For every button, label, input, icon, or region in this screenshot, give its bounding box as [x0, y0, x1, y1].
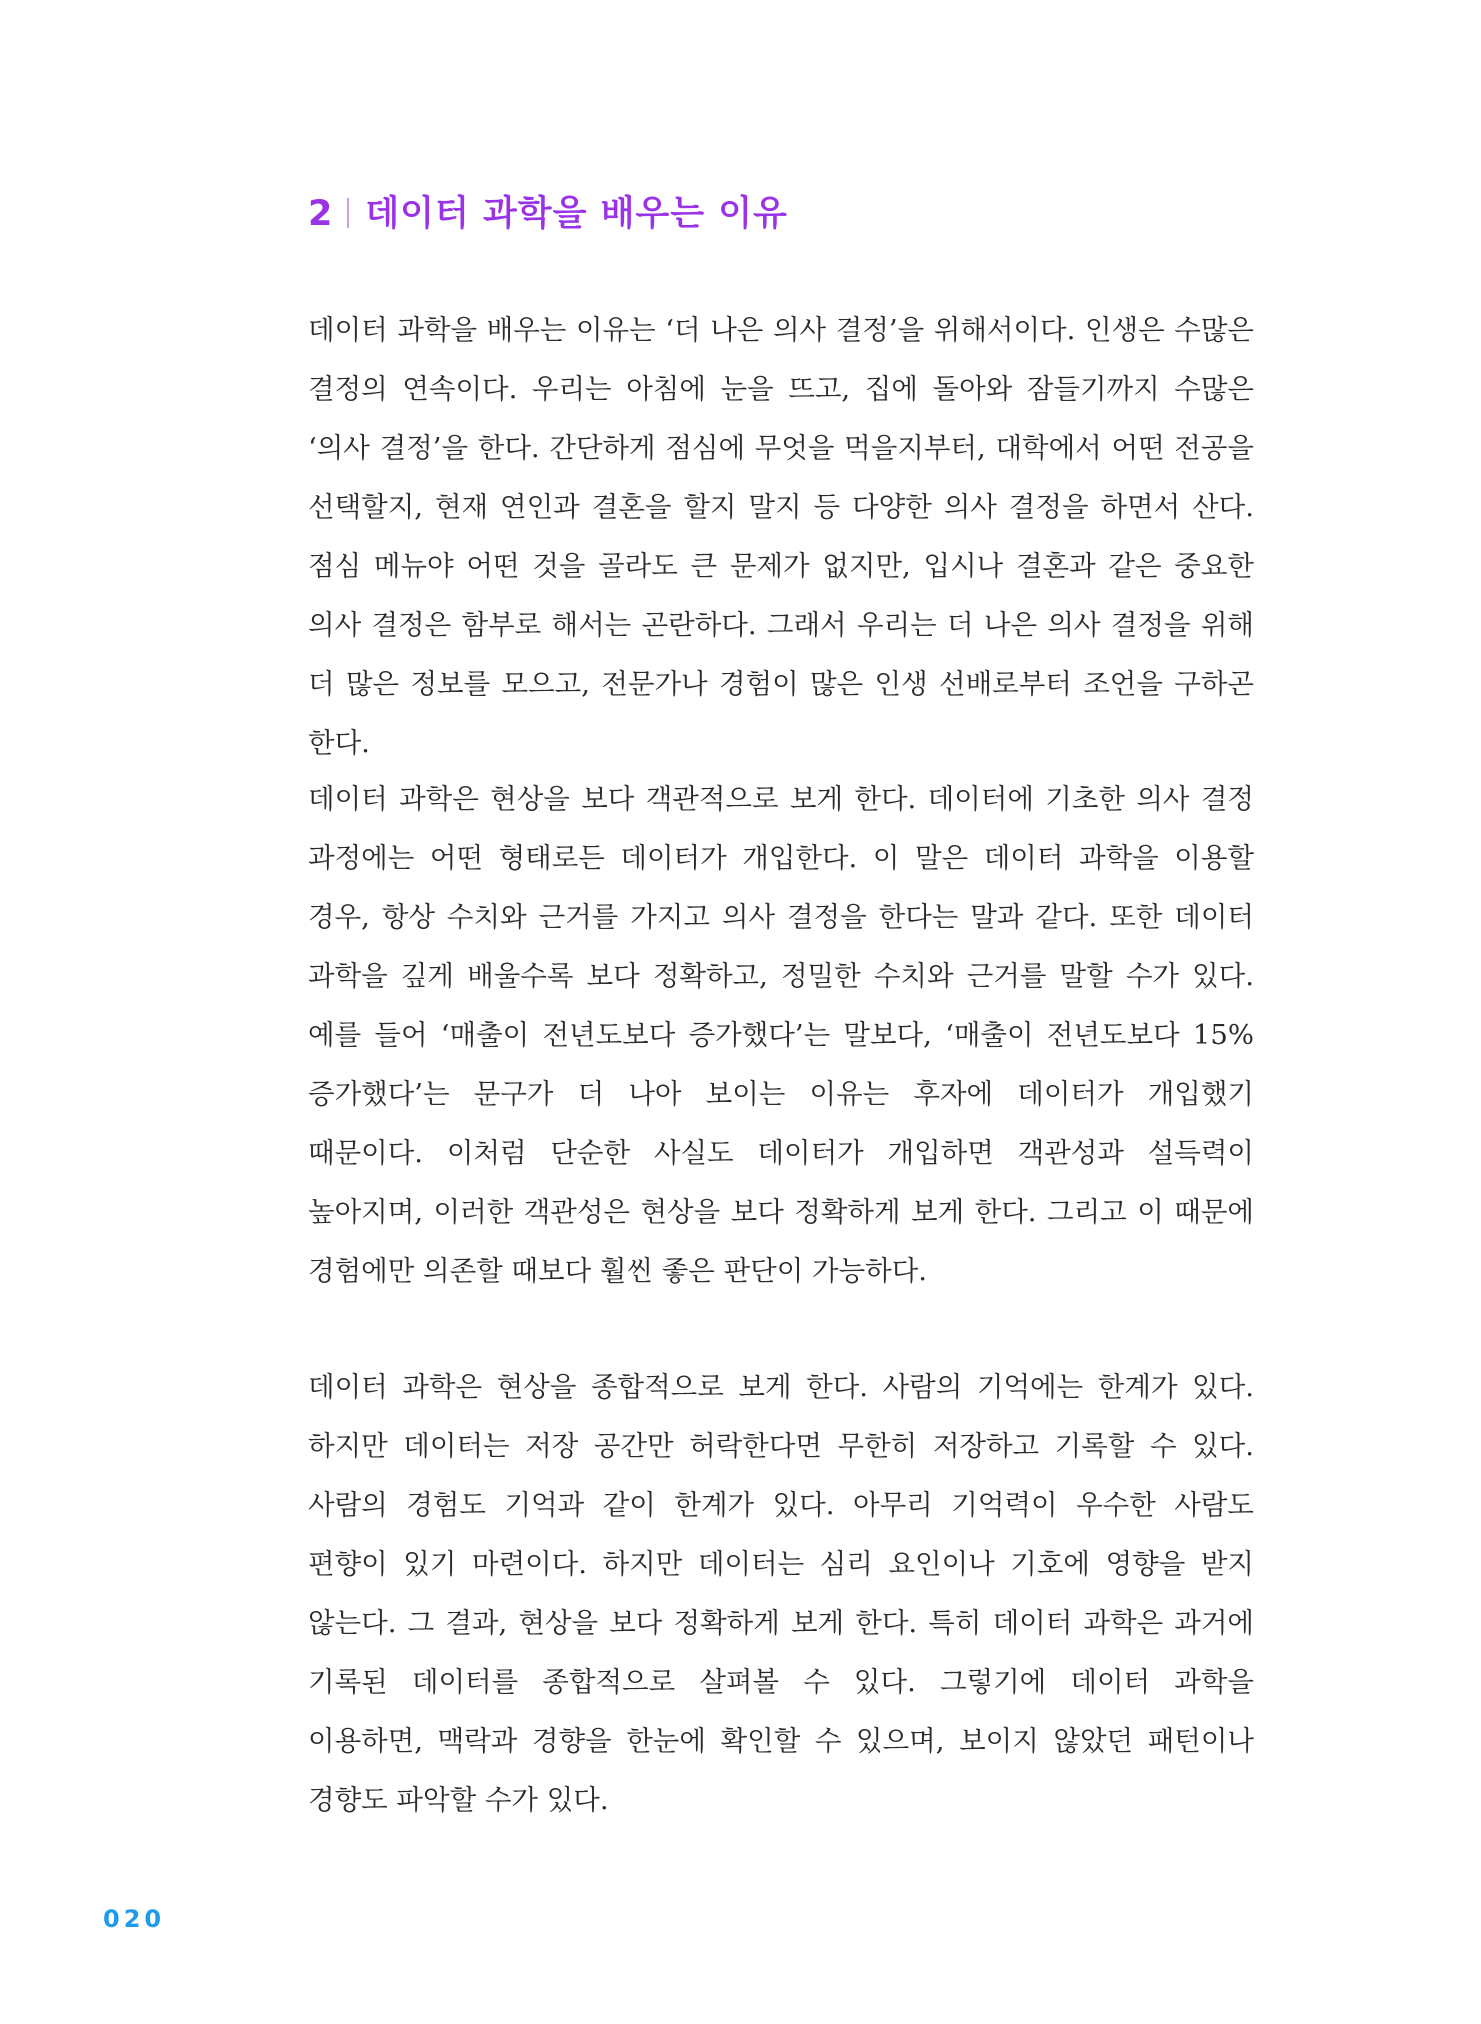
- section-title: 데이터 과학을 배우는 이유: [365, 194, 788, 234]
- section-heading: [308, 190, 788, 238]
- section-number: 2: [308, 194, 334, 234]
- heading-divider: [347, 198, 349, 228]
- page-number: 020: [103, 1905, 166, 1933]
- body-paragraph-1: 데이터 과학을 배우는 이유는 ‘더 나은 의사 결정’을 위해서이다. 인생은 수많은 결정의 연속이다. 우리는 아침에 눈을 뜨고, 집에 돌아와 잠들기까지 수많은 ‘의사 결정’을 한다. 간단하게 점심에 무엇을 먹을지부터, 대학에서 어떤 전공을 선택할지, 현재 연인과 결혼을 할지 말지 등 다양한 의사 결정을 하면서 산다. 점심 메뉴야 어떤 것을 골라도 큰 문제가 없지만, 입시나 결혼과 같은 중요한 의사 결정은 함부로 해서는 곤란하다. 그래서 우리는 더 나은 의사 결정을 위해 더 많은 정보를 모으고, 전문가나 경험이 많은 인생 선배로부터 조언을 구하곤 한다.: [308, 314, 1254, 759]
- body-paragraph-3: 데이터 과학은 현상을 종합적으로 보게 한다. 사람의 기억에는 한계가 있다. 하지만 데이터는 저장 공간만 허락한다면 무한히 저장하고 기록할 수 있다. 사람의 경험도 기억과 같이 한계가 있다. 아무리 기억력이 우수한 사람도 편향이 있기 마련이다. 하지만 데이터는 심리 요인이나 기호에 영향을 받지 않는다. 그 결과, 현상을 보다 정확하게 보게 한다. 특히 데이터 과학은 과거에 기록된 데이터를 종합적으로 살펴볼 수 있다. 그렇기에 데이터 과학을 이용하면, 맥락과 경향을 한눈에 확인할 수 있으며, 보이지 않았던 패턴이나 경향도 파악할 수가 있다.: [308, 1371, 1255, 1816]
- body-paragraph-2: 데이터 과학은 현상을 보다 객관적으로 보게 한다. 데이터에 기초한 의사 결정 과정에는 어떤 형태로든 데이터가 개입한다. 이 말은 데이터 과학을 이용할 경우, 항상 수치와 근거를 가지고 의사 결정을 한다는 말과 같다. 또한 데이터 과학을 깊게 배울수록 보다 정확하고, 정밀한 수치와 근거를 말할 수가 있다. 예를 들어 ‘매출이 전년도보다 증가했다’는 말보다, ‘매출이 전년도보다 15% 증가했다’는 문구가 더 나아 보이는 이유는 후자에 데이터가 개입했기 때문이다. 이처럼 단순한 사실도 데이터가 개입하면 객관성과 설득력이 높아지며, 이러한 객관성은 현상을 보다 정확하게 보게 한다. 그리고 이 때문에 경험에만 의존할 때보다 훨씬 좋은 판단이 가능하다.: [308, 783, 1254, 1287]
